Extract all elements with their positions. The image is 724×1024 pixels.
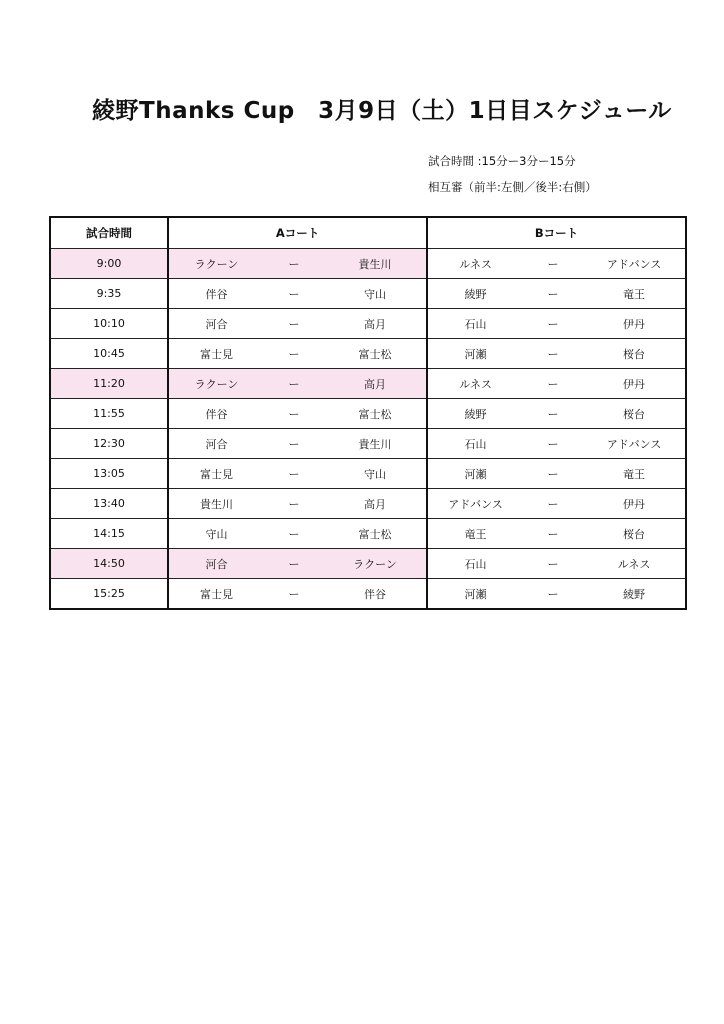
- court-b-home: 石山: [427, 549, 523, 579]
- table-row: [50, 339, 686, 369]
- court-b-dash: ー: [523, 279, 583, 309]
- time-cell: 10:10: [50, 309, 168, 339]
- court-b-home: 河瀬: [427, 339, 523, 369]
- time-cell: 14:15: [50, 519, 168, 549]
- court-a-away: 富士松: [324, 339, 427, 369]
- court-b-away: アドバンス: [583, 429, 686, 459]
- court-a-home: 富士見: [168, 459, 264, 489]
- court-a-away: ラクーン: [324, 549, 427, 579]
- court-b-home: ルネス: [427, 249, 523, 279]
- court-b-dash: ー: [523, 309, 583, 339]
- court-b-dash: ー: [523, 399, 583, 429]
- court-a-dash: ー: [264, 249, 324, 279]
- court-a-home: 伴谷: [168, 279, 264, 309]
- court-b-dash: ー: [523, 369, 583, 399]
- court-a-away: 貴生川: [324, 249, 427, 279]
- court-b-away: 伊丹: [583, 309, 686, 339]
- court-a-away: 高月: [324, 489, 427, 519]
- referee-note: 相互審（前半:左側／後半:右側）: [428, 180, 597, 194]
- court-b-away: 綾野: [583, 579, 686, 610]
- table-row: [50, 309, 686, 339]
- court-a-away: 貴生川: [324, 429, 427, 459]
- table-row: [50, 549, 686, 579]
- court-a-home: 河合: [168, 309, 264, 339]
- court-b-dash: ー: [523, 339, 583, 369]
- court-a-away: 守山: [324, 459, 427, 489]
- court-b-home: 石山: [427, 429, 523, 459]
- court-b-dash: ー: [523, 249, 583, 279]
- page-title: 綾野Thanks Cup 3月9日（土）1日目スケジュール: [92, 98, 672, 124]
- table-row: [50, 429, 686, 459]
- court-b-dash: ー: [523, 549, 583, 579]
- court-a-dash: ー: [264, 279, 324, 309]
- court-b-dash: ー: [523, 459, 583, 489]
- court-b-home: アドバンス: [427, 489, 523, 519]
- match-duration-note: 試合時間 :15分ー3分ー15分: [428, 154, 576, 168]
- court-a-away: 守山: [324, 279, 427, 309]
- time-cell: 15:25: [50, 579, 168, 610]
- court-a-home: 守山: [168, 519, 264, 549]
- header-row: [50, 217, 686, 249]
- court-a-dash: ー: [264, 399, 324, 429]
- header-court-a: Aコート: [168, 217, 427, 249]
- table-row: [50, 579, 686, 610]
- court-b-away: 伊丹: [583, 489, 686, 519]
- time-cell: 12:30: [50, 429, 168, 459]
- court-a-away: 高月: [324, 369, 427, 399]
- court-a-away: 富士松: [324, 519, 427, 549]
- court-a-home: 河合: [168, 549, 264, 579]
- court-a-dash: ー: [264, 549, 324, 579]
- court-b-away: 桜台: [583, 339, 686, 369]
- table-row: [50, 459, 686, 489]
- time-cell: 13:05: [50, 459, 168, 489]
- court-b-home: 綾野: [427, 399, 523, 429]
- court-a-dash: ー: [264, 429, 324, 459]
- time-cell: 10:45: [50, 339, 168, 369]
- court-b-away: 桜台: [583, 399, 686, 429]
- court-b-away: 伊丹: [583, 369, 686, 399]
- court-a-dash: ー: [264, 579, 324, 610]
- court-b-home: 石山: [427, 309, 523, 339]
- court-b-away: ルネス: [583, 549, 686, 579]
- court-a-home: 富士見: [168, 339, 264, 369]
- court-b-home: 河瀬: [427, 579, 523, 610]
- court-a-home: 富士見: [168, 579, 264, 610]
- court-a-home: 伴谷: [168, 399, 264, 429]
- court-b-home: 河瀬: [427, 459, 523, 489]
- table-row: [50, 279, 686, 309]
- court-a-away: 富士松: [324, 399, 427, 429]
- court-a-dash: ー: [264, 309, 324, 339]
- court-b-home: ルネス: [427, 369, 523, 399]
- court-a-dash: ー: [264, 519, 324, 549]
- time-cell: 13:40: [50, 489, 168, 519]
- court-b-away: 竜王: [583, 459, 686, 489]
- court-a-away: 高月: [324, 309, 427, 339]
- table-row: [50, 399, 686, 429]
- court-b-home: 竜王: [427, 519, 523, 549]
- table-row: [50, 519, 686, 549]
- court-a-home: 貴生川: [168, 489, 264, 519]
- table-row: [50, 249, 686, 279]
- court-a-home: ラクーン: [168, 369, 264, 399]
- court-a-dash: ー: [264, 339, 324, 369]
- court-a-away: 伴谷: [324, 579, 427, 610]
- court-b-dash: ー: [523, 489, 583, 519]
- court-b-away: アドバンス: [583, 249, 686, 279]
- time-cell: 14:50: [50, 549, 168, 579]
- table-row: [50, 369, 686, 399]
- court-b-dash: ー: [523, 429, 583, 459]
- court-b-away: 竜王: [583, 279, 686, 309]
- court-a-dash: ー: [264, 369, 324, 399]
- header-time: 試合時間: [50, 217, 168, 249]
- time-cell: 9:00: [50, 249, 168, 279]
- time-cell: 9:35: [50, 279, 168, 309]
- schedule-table: [49, 216, 687, 610]
- court-b-away: 桜台: [583, 519, 686, 549]
- court-a-dash: ー: [264, 459, 324, 489]
- time-cell: 11:20: [50, 369, 168, 399]
- court-b-home: 綾野: [427, 279, 523, 309]
- court-b-dash: ー: [523, 519, 583, 549]
- court-a-home: 河合: [168, 429, 264, 459]
- header-court-b: Bコート: [427, 217, 686, 249]
- court-a-dash: ー: [264, 489, 324, 519]
- time-cell: 11:55: [50, 399, 168, 429]
- court-b-dash: ー: [523, 579, 583, 610]
- table-row: [50, 489, 686, 519]
- court-a-home: ラクーン: [168, 249, 264, 279]
